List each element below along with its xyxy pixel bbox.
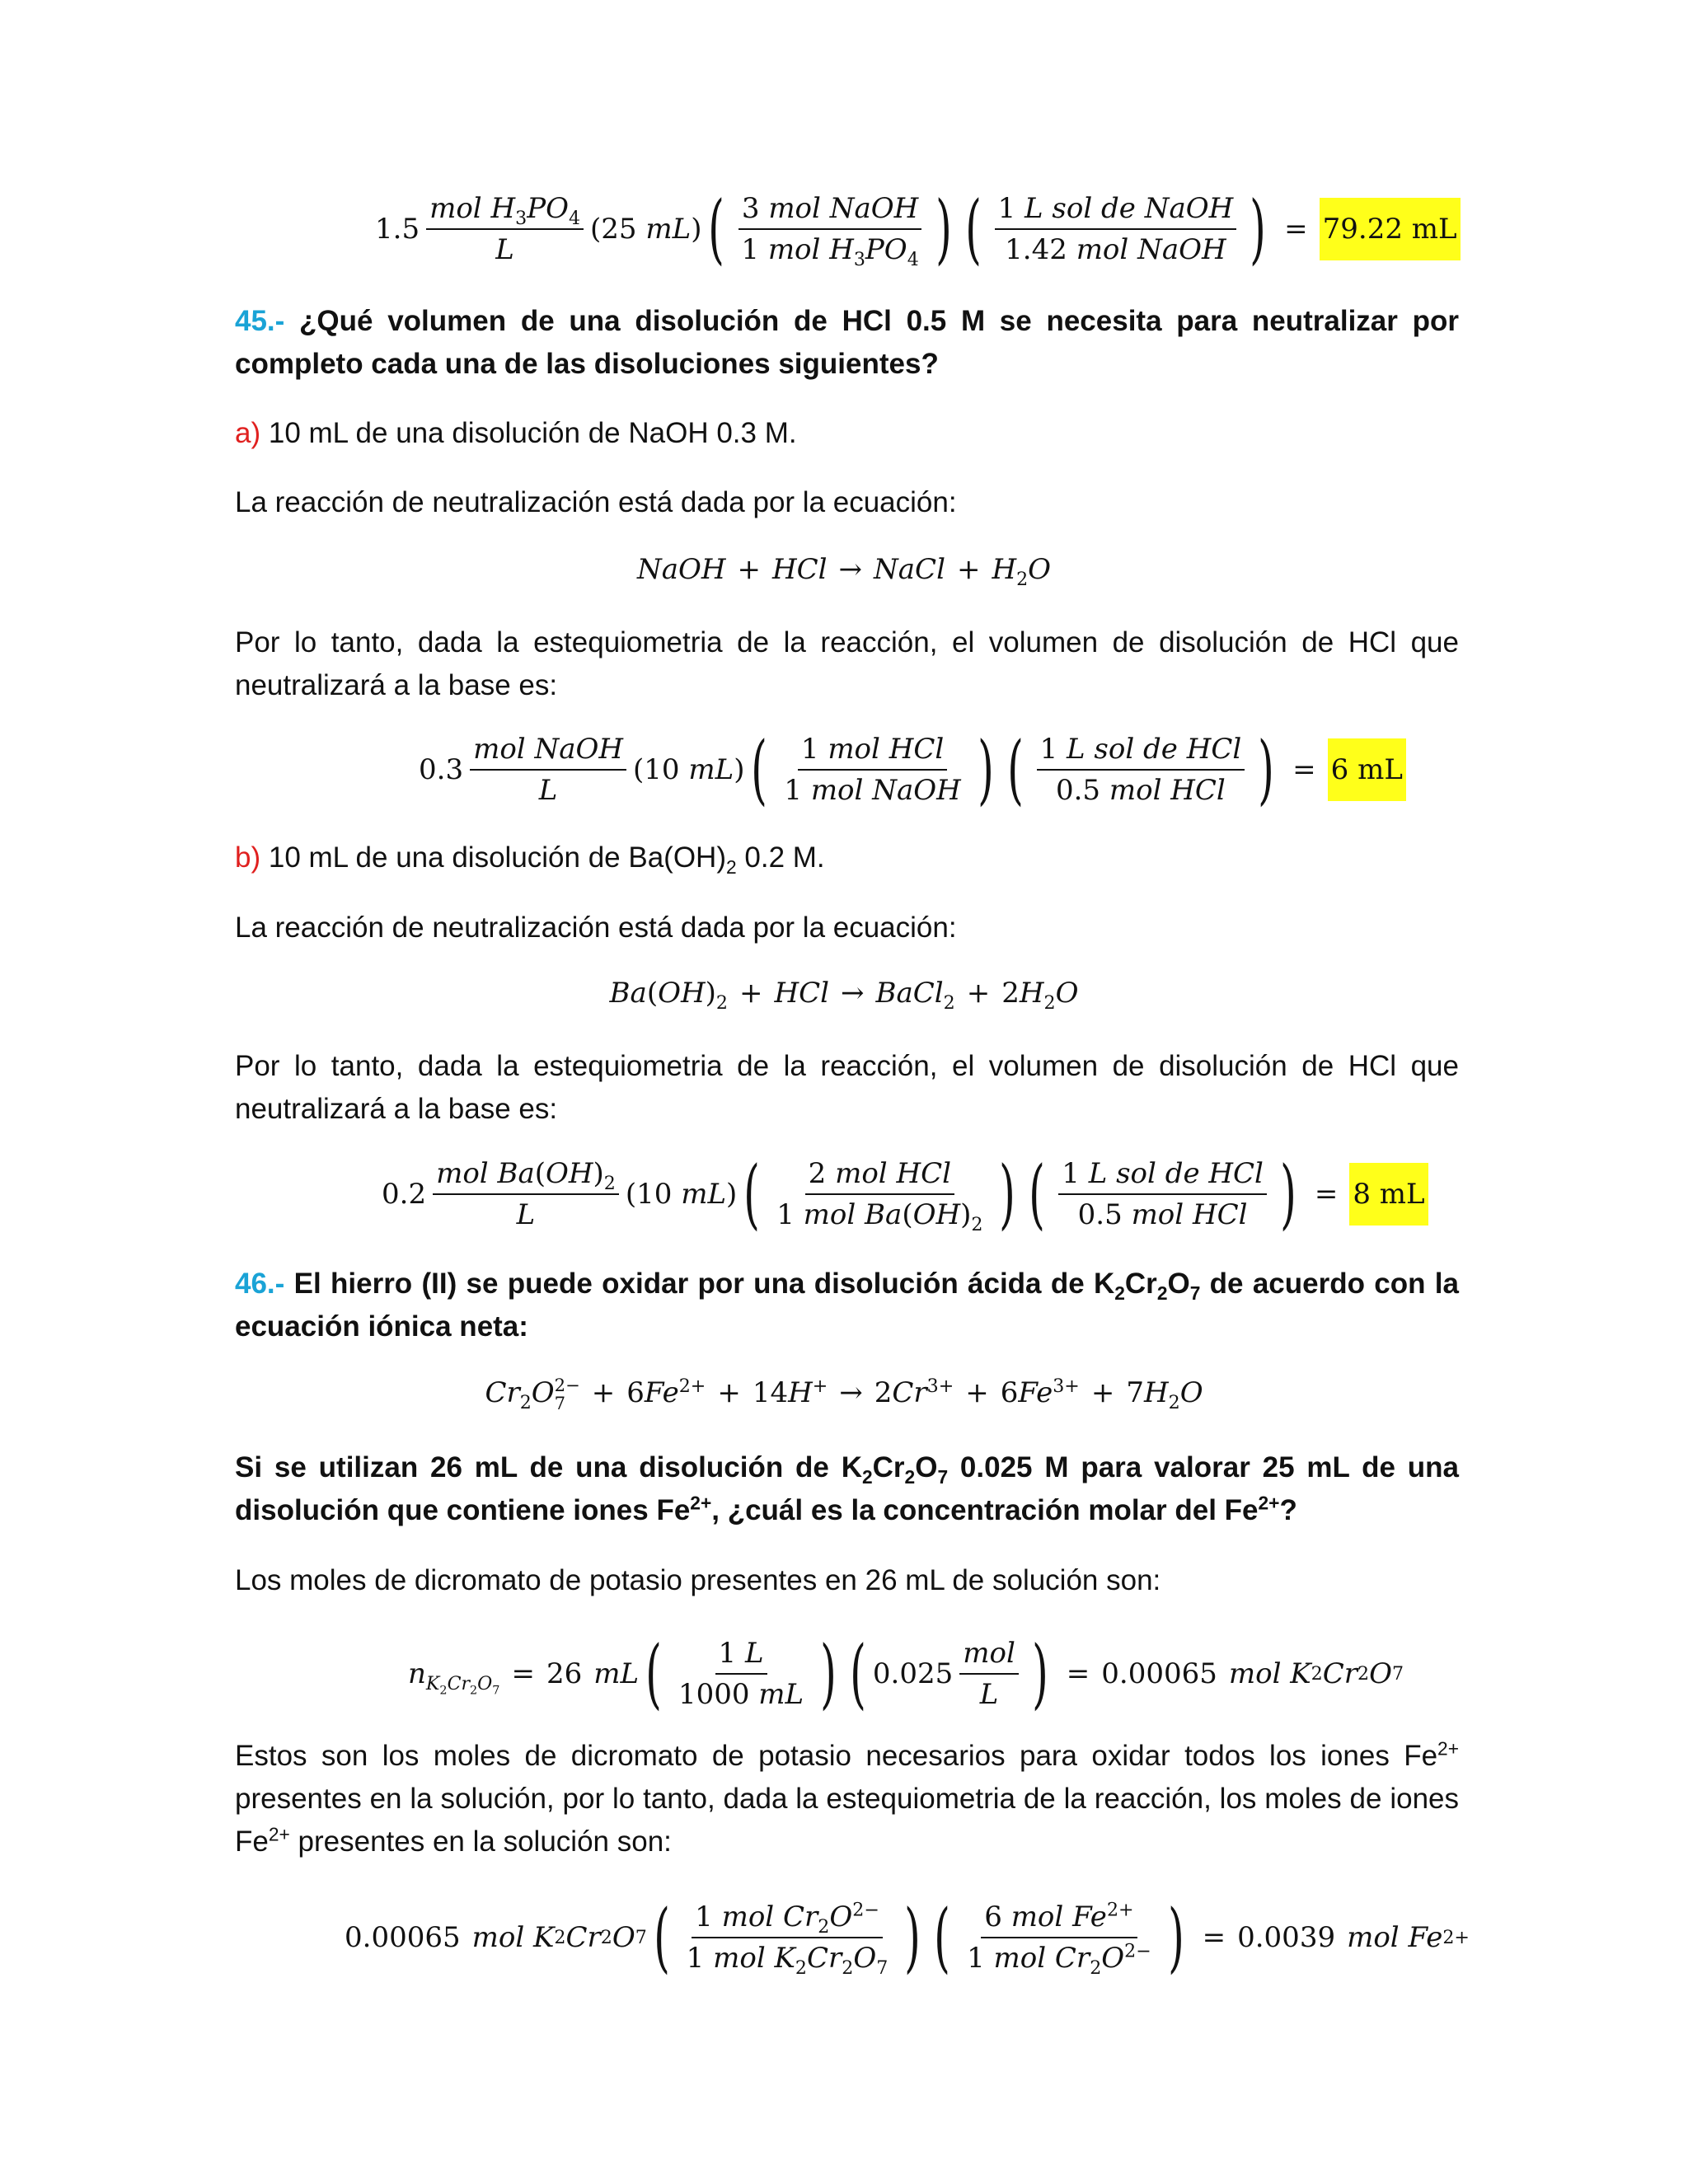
ionic-equation: $Cr_2O$ 2− 7 + $6Fe^{2+} + 14H^+ \to 2Cr^{3+} + 6Fe^{3+} + 7H_2O$ (485, 1375, 1203, 1414)
eq-b-result: 8 mL (1349, 1163, 1428, 1226)
equation-b: 0.2 $\frac{mol Ba(OH)_2}{L}$ (10 mL) ( $\frac{\text{2 mol HCl}}{1 mol Ba(OH)_2}$ ) ( $\frac{\text{1 L sol de HCl}}{\text{0.5 mol HCl}}$ ) = 8 mL (382, 1156, 1428, 1232)
eq-top-coef: 1.5 (375, 213, 420, 246)
eq-a-coef: 0.3 (419, 753, 464, 786)
reaction-intro-a: La reacción de neutralización está dada por la ecuación: (235, 486, 957, 518)
stoich-text-a: Por lo tanto, dada la estequiometria de la reacción, el volumen de disolución de HCl que neutralizará a la base es: (235, 626, 1459, 701)
moles-intro: Los moles de dicromato de potasio presentes en 26 mL de solución son: (235, 1564, 1161, 1596)
eq-a-result: 6 mL (1328, 738, 1406, 801)
eq-top-result: 79.22 mL (1320, 198, 1461, 260)
equation-moles: $n_{K_2Cr_2O_7}$ = 26 mL ( $\frac{1 L}{1000 mL}$ ) ( 0.025 $\frac{\text{mol}}{L}$ ) = 0.00065 mol K 2 Cr 2 O 7 (408, 1629, 1404, 1718)
equation-top: 1.5 $\frac{mol H_3PO_4}{L}$ (25 mL) ( $\frac{\text{3 mol NaOH}}{1 mol H_3PO_4}$ ) ( $\frac{\text{1 L sol de NaOH}}{\text{1.42 mol NaOH}}$ ) = 79.22 mL (375, 191, 1461, 267)
equation-final: 0.00065 mol K 2 Cr 2 O 7 ( $\frac{1 mol Cr_2O^{2-}}{1 mol K_2Cr_2O_7}$ ) ( $\frac{6 mol Fe^{2+}}{1 mol Cr_2O^{2-}}$ ) = 0.0039 mol Fe 2+ (345, 1893, 1470, 1981)
eq-b-coef: 0.2 (382, 1178, 427, 1211)
question-46: Si se utilizan 26 mL de una disolución de $K_2Cr_2O_7$ 0.025 M para valorar 25 mL de una disolución que contiene iones $Fe^{2+}$, ¿cuál es la concentración molar del $Fe^{2+}$? (235, 1451, 1459, 1526)
problem-46: 46.- El hierro (II) se puede oxidar por una disolución ácida de $K_2Cr_2O_7$ de acuerdo con la ecuación iónica neta: (235, 1268, 1459, 1343)
stoich-text-b: Por lo tanto, dada la estequiometria de la reacción, el volumen de disolución de HCl que neutralizará a la base es: (235, 1050, 1459, 1125)
problem-45: 45.- ¿Qué volumen de una disolución de HCl 0.5 M se necesita para neutralizar por completo cada una de las disoluciones siguientes? (235, 305, 1459, 380)
explanation: Estos son los moles de dicromato de potasio necesarios para oxidar todos los iones $Fe^{2+}$ presentes en la solución, por lo tanto, dada la estequiometria de la reacción, los moles de iones $Fe^{2+}$ presentes en la solución son: (235, 1737, 1459, 1858)
problem-46-number: 46.- (235, 1268, 285, 1300)
part-b: b) 10 mL de una disolución de $Ba(OH)_2$ 0.2 M. (235, 841, 825, 878)
reaction-a-equation: NaOH + HCl → NaCl + $H_2O$ (636, 553, 1052, 590)
reaction-intro-b: La reacción de neutralización está dada por la ecuación: (235, 912, 957, 944)
part-a: a) 10 mL de una disolución de NaOH 0.3 M. (235, 417, 797, 449)
eq-final-coef: 0.00065 (345, 1921, 461, 1954)
eq-n-conc: 0.025 (872, 1657, 954, 1690)
eq-n-result: 0.00065 (1101, 1657, 1217, 1690)
eq-n-coef: 26 (546, 1657, 583, 1690)
equation-a: 0.3 $\frac{\text{mol NaOH}}{L}$ (10 mL) ( $\frac{\text{1 mol HCl}}{\text{1 mol NaOH}}$ ) ( $\frac{\text{1 L sol de HCl}}{\text{0.5 mol HCl}}$ ) = 6 mL (419, 732, 1406, 808)
reaction-b-equation: $Ba(OH)_2$ + HCl → BaCl$_2$ + $2H_2O$ (609, 977, 1079, 1014)
problem-45-number: 45.- (235, 305, 285, 337)
eq-final-result: 0.0039 (1237, 1921, 1336, 1954)
